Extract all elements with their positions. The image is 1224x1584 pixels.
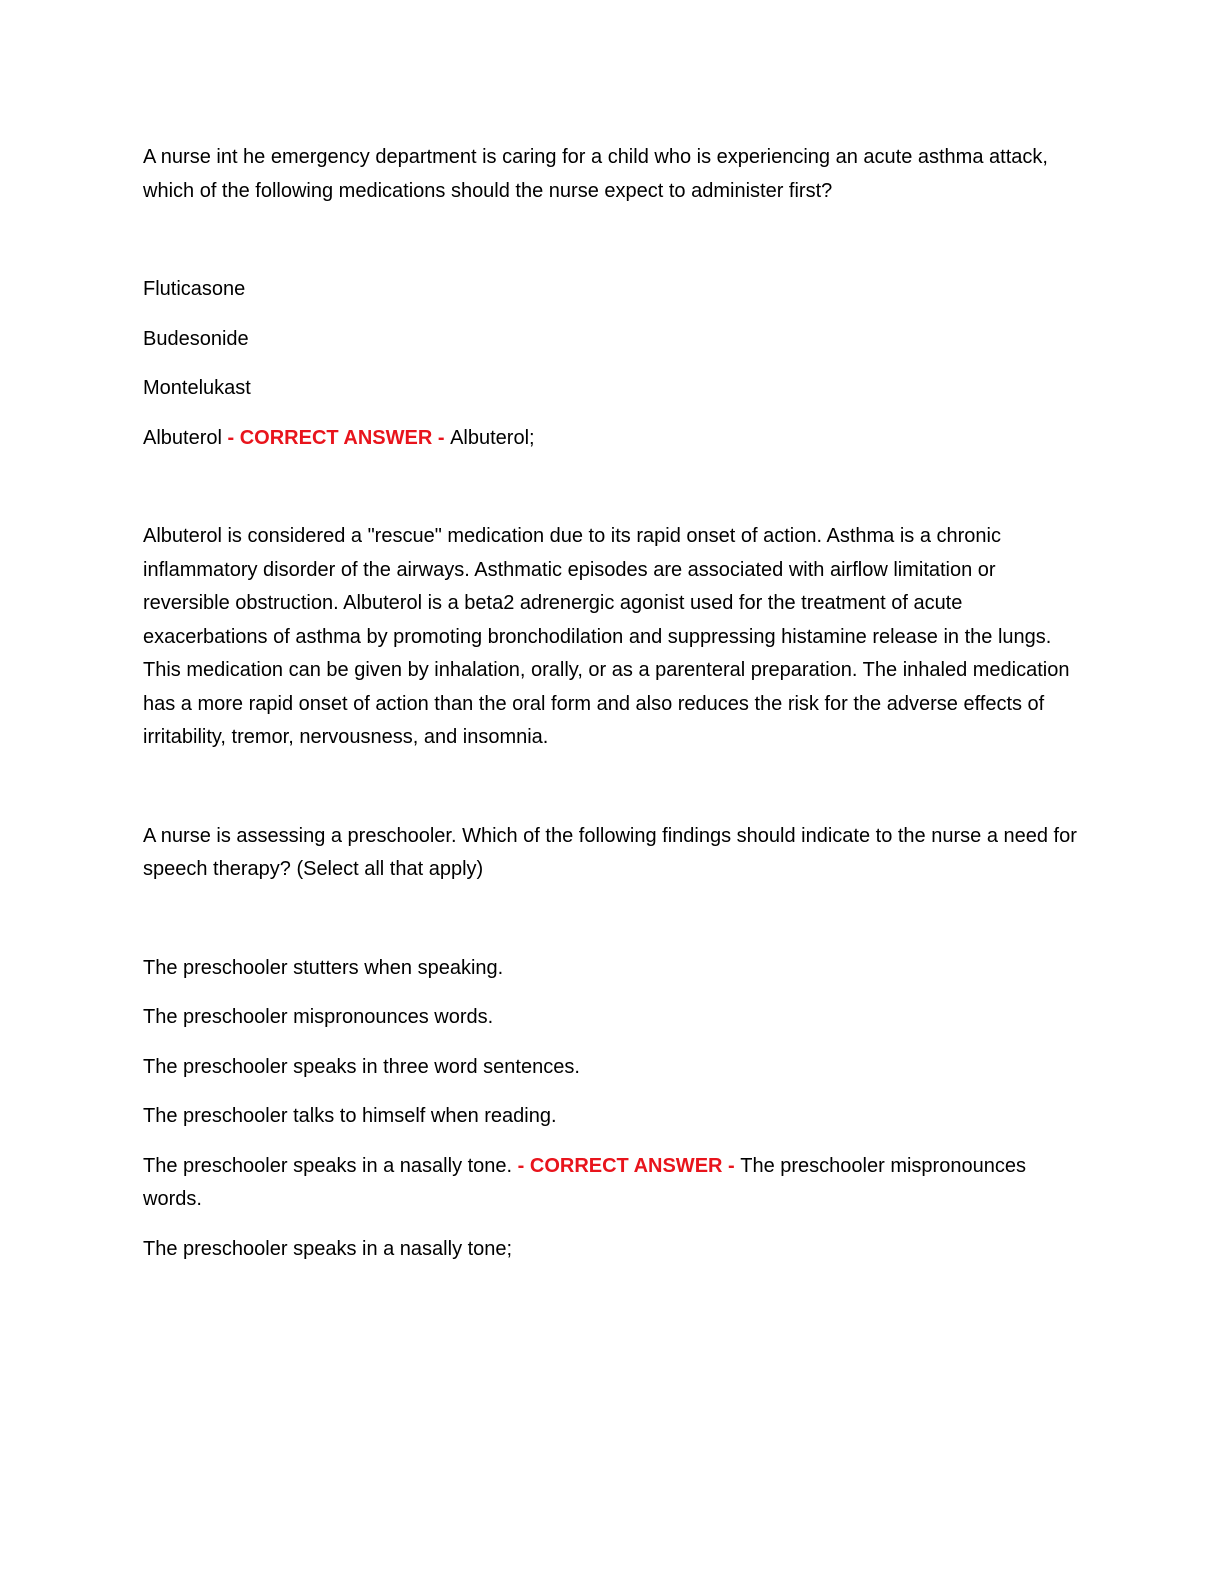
- document-page: [143, 141, 1083, 1266]
- q2-answer: The preschooler mispronounces words.: [143, 1154, 1026, 1210]
- question-1-text: A nurse int he emergency department is caring for a child who is experiencing an acute asthma attack, which of the following medications should the nurse expect to administer first?: [143, 146, 1048, 202]
- q1-rationale: Albuterol is considered a "rescue" medication due to its rapid onset of action. Asthma is a chronic inflammatory disorder of the airways. Asthmatic episodes are associated with airflow limitation or reversible obstruction. Albuterol is a beta2 adrenergic agonist used for the treatment of acute exacerbations of asthma by promoting bronchodilation and suppressing histamine release in the lungs. This medication can be given by inhalation, orally, or as a parenteral preparation. The inhaled medication has a more rapid onset of action than the oral form and also reduces the risk for the adverse effects of irritability, tremor, nervousness, and insomnia.: [143, 525, 1070, 748]
- q2-option-talks-to-himself: The preschooler talks to himself when reading.: [143, 1105, 557, 1127]
- q1-last-option: Albuterol: [143, 426, 222, 449]
- q1-option-albuterol-with-answer: [143, 422, 1083, 456]
- q2-last-option: The preschooler speaks in a nasally tone.: [143, 1154, 513, 1177]
- q2-option-three-word: The preschooler speaks in three word sentences.: [143, 1055, 580, 1078]
- q2-option-mispronounces: The preschooler mispronounces words.: [143, 1006, 494, 1028]
- q1-correct-answer-marker: - CORRECT ANSWER -: [221, 426, 451, 449]
- q2-answer-continued: The preschooler speaks in a nasally tone;: [143, 1237, 513, 1260]
- question-2-text: A nurse is assessing a preschooler. Which of the following findings should indicate to the nurse a need for speech therapy? (Select all that apply): [143, 824, 1077, 880]
- q1-answer: Albuterol;: [450, 426, 535, 449]
- q1-option-fluticasone: Fluticasone: [143, 278, 246, 300]
- q1-option-budesonide: Budesonide: [143, 327, 249, 350]
- q2-correct-answer-marker: - CORRECT ANSWER -: [512, 1154, 741, 1177]
- q1-option-montelukast: Montelukast: [143, 377, 251, 399]
- q2-option-nasally-with-answer: [143, 1150, 1083, 1217]
- q2-option-stutters: The preschooler stutters when speaking.: [143, 956, 504, 979]
